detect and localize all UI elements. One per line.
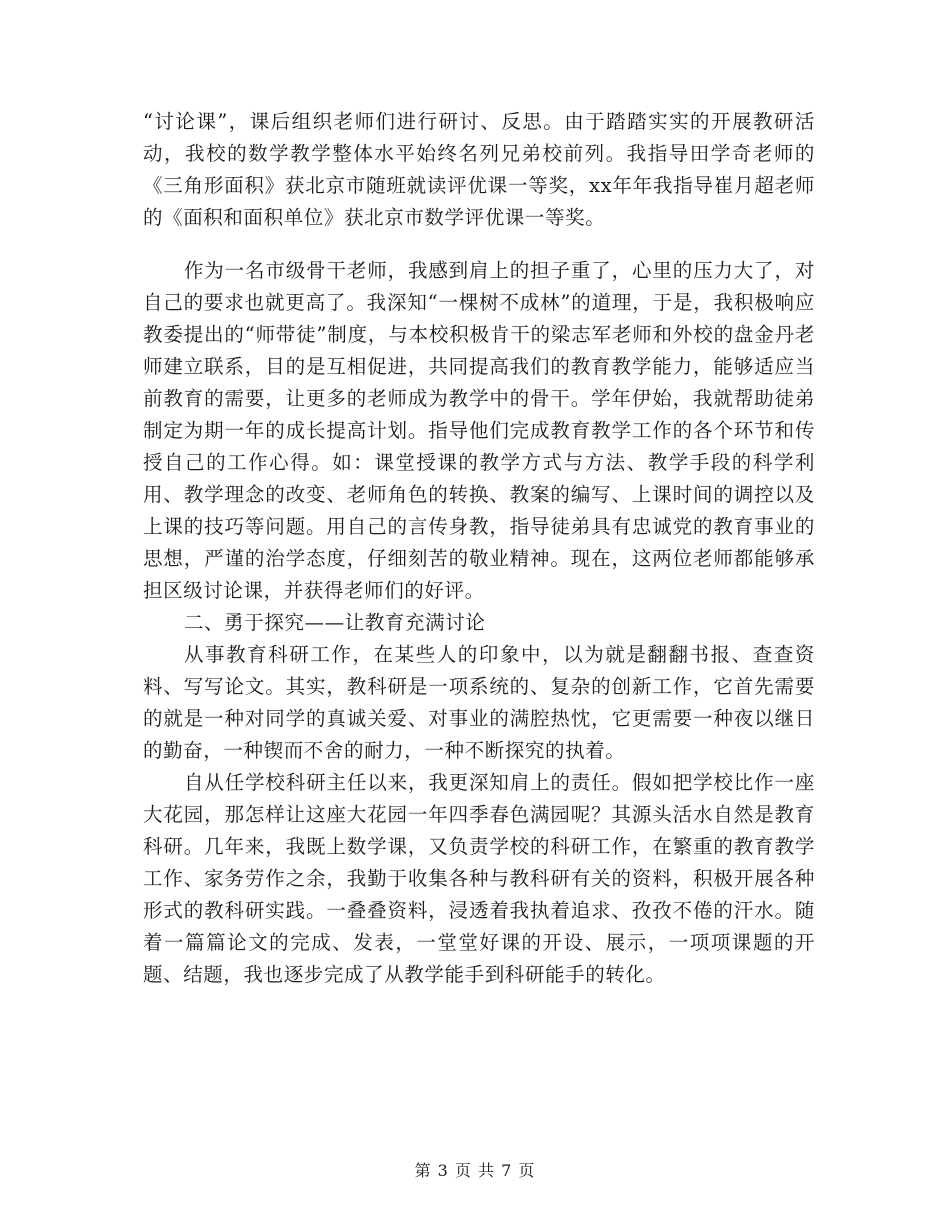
document-body — [143, 106, 815, 991]
paragraph-backbone-teacher: 作为一名市级骨干老师，我感到肩上的担子重了，心里的压力大了，对自己的要求也就更高了。我深知“一棵树不成林”的道理，于是，我积极响应教委提出的“师带徒”制度，与本校积极肯干的梁志军老师和外校的盘金丹老师建立联系，目的是互相促进，共同提高我们的教育教学能力，能够适应当前教育的需要，让更多的老师成为教学中的骨干。学年伊始，我就帮助徒弟制定为期一年的成长提高计划。指导他们完成教育教学工作的各个环节和传授自己的工作心得。如：课堂授课的教学方式与方法、教学手段的科学利用、教学理念的改变、老师角色的转换、教案的编写、上课时间的调控以及上课的技巧等问题。用自己的言传身教，指导徒弟具有忠诚党的教育事业的思想，严谨的治学态度，仔细刻苦的敬业精神。现在，这两位老师都能够承担区级讨论课，并获得老师们的好评。 — [143, 259, 815, 602]
paragraph-discussion-class: “讨论课”，课后组织老师们进行研讨、反思。由于踏踏实实的开展教研活动，我校的数学教学整体水平始终名列兄弟校前列。我指导田学奇老师的《三角形面积》获北京市随班就读评优课一等奖，xx年年我指导崔月超老师的《面积和面积单位》获北京市数学评优课一等奖。 — [143, 110, 815, 229]
section-heading-explore: 二、勇于探究——让教育充满讨论 — [183, 611, 486, 634]
paragraph-education-research: 从事教育科研工作，在某些人的印象中，以为就是翻翻书报、查查资料、写写论文。其实，教科研是一项系统的、复杂的创新工作，它首先需要的就是一种对同学的真诚关爱、对事业的满腔热忱，它更需要一种夜以继日的勤奋，一种锲而不舍的耐力，一种不断探究的执着。 — [143, 643, 815, 762]
page-number-footer: 第 3 页 共 7 页 — [414, 1161, 536, 1180]
paragraph-research-director: 自从任学校科研主任以来，我更深知肩上的责任。假如把学校比作一座大花园，那怎样让这座大花园一年四季春色满园呢？其源头活水自然是教育科研。几年来，我既上数学课，又负责学校的科研工作，在繁重的教育教学工作、家务劳作之余，我勤于收集各种与教科研有关的资料，积极开展各种形式的教科研实践。一叠叠资料，浸透着我执着追求、孜孜不倦的汗水。随着一篇篇论文的完成、发表，一堂堂好课的开设、展示，一项项课题的开题、结题，我也逐步完成了从教学能手到科研能手的转化。 — [143, 771, 815, 986]
